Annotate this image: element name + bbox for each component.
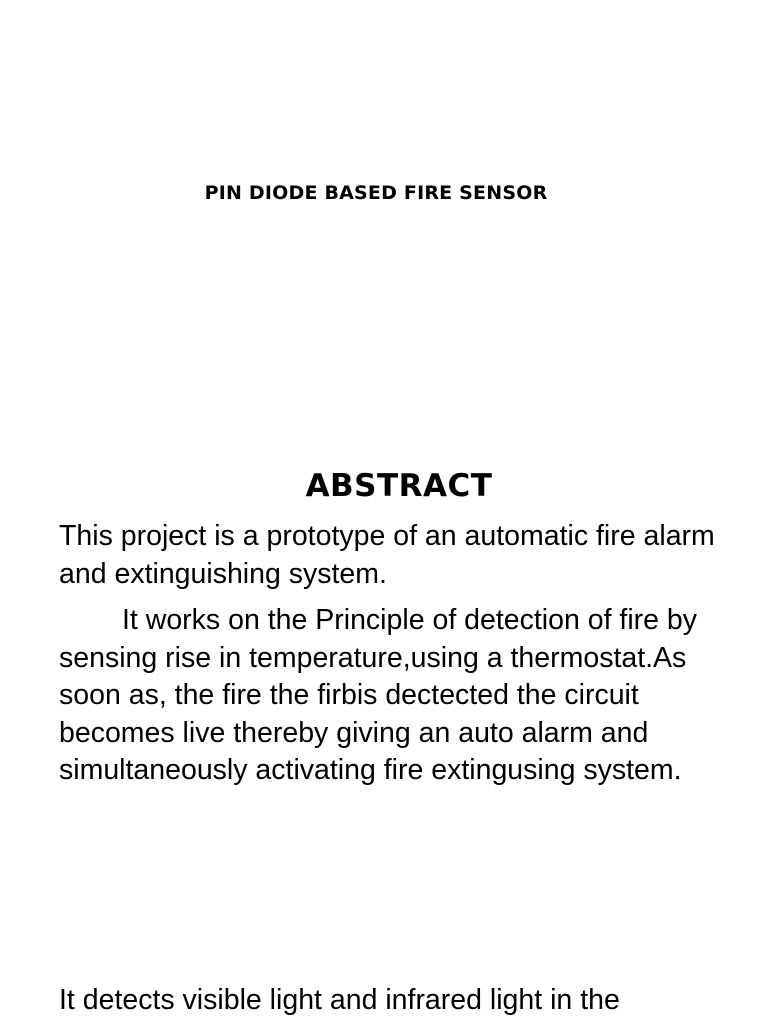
body-paragraph-3: It detects visible light and infrared light in the: [59, 984, 620, 1016]
document-title: PIN DIODE BASED FIRE SENSOR: [204, 182, 548, 204]
abstract-paragraph-1: This project is a prototype of an automatic fire alarm and extinguishing system.: [59, 520, 715, 590]
abstract-paragraph-2: It works on the Principle of detection of fire by sensing rise in temperature,using a thermostat.As soon as, the fire the firbis dectected the circuit becomes live thereby giving an auto alarm and simultaneously activating fire extingusing system.: [59, 604, 698, 786]
abstract-heading: ABSTRACT: [305, 468, 493, 504]
